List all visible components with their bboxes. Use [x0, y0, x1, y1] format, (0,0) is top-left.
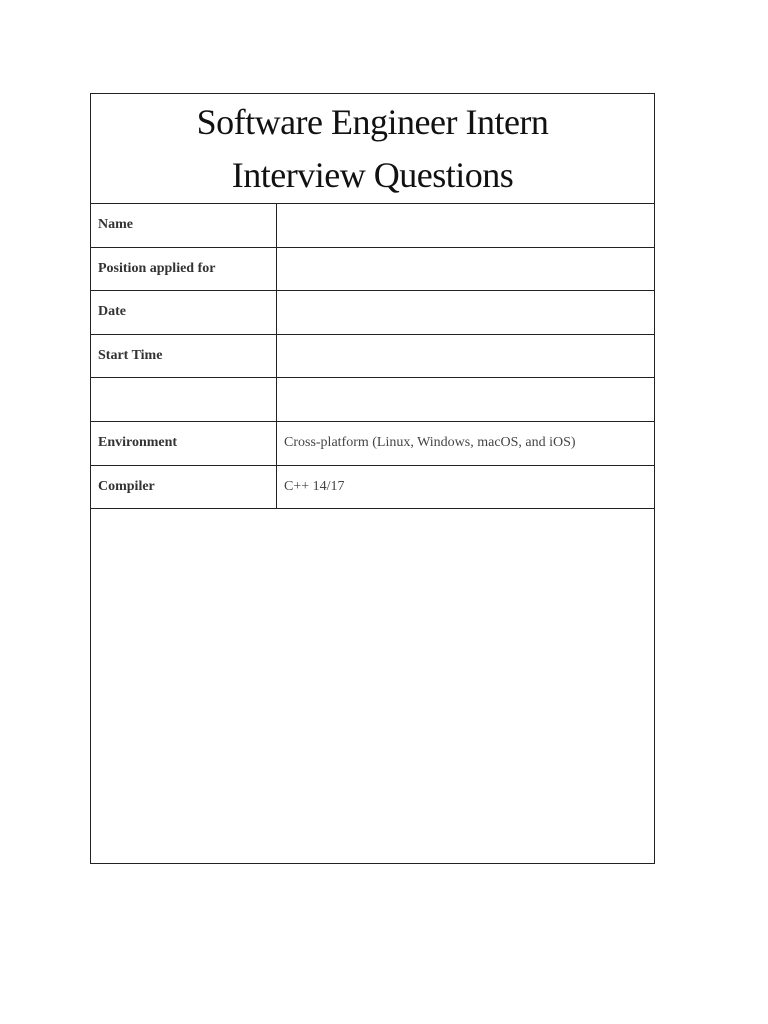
form-title: Software Engineer Intern: [196, 102, 549, 142]
field-row-name: [91, 204, 654, 248]
field-label-name: Name: [91, 204, 277, 247]
field-label-compiler: Compiler: [91, 466, 277, 509]
form-subtitle: Interview Questions: [231, 155, 514, 195]
field-row-blank: [91, 378, 654, 422]
field-label-position: Position applied for: [91, 248, 277, 291]
interview-form: [90, 93, 655, 864]
field-label-date: Date: [91, 291, 277, 334]
field-value-blank[interactable]: [277, 378, 654, 421]
field-value-environment: Cross-platform (Linux, Windows, macOS, and iOS): [284, 435, 576, 451]
field-row-start-time: [91, 335, 654, 379]
notes-area[interactable]: [91, 509, 654, 864]
field-value-name[interactable]: [277, 204, 654, 247]
field-value-start-time[interactable]: [277, 335, 654, 378]
field-label-blank: [91, 378, 277, 421]
field-row-position: [91, 248, 654, 292]
field-row-date: [91, 291, 654, 335]
form-title-block: [91, 94, 654, 204]
field-label-environment: Environment: [91, 422, 277, 465]
field-value-position[interactable]: [277, 248, 654, 291]
field-row-environment: [91, 422, 654, 466]
field-value-compiler: C++ 14/17: [284, 478, 345, 494]
field-label-start-time: Start Time: [91, 335, 277, 378]
field-row-compiler: [91, 466, 654, 510]
field-value-date[interactable]: [277, 291, 654, 334]
